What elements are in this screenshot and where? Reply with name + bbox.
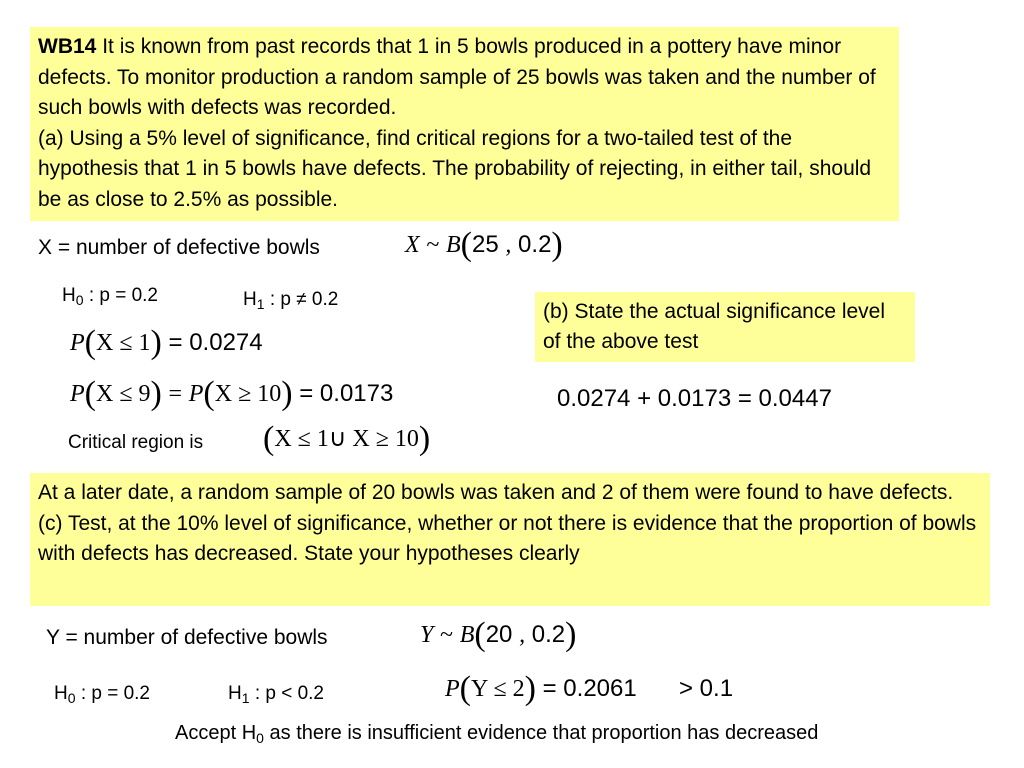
part-b-prompt: (b) State the actual significance level of the above test <box>543 300 886 353</box>
x-distribution: X ~ B(25 , 0.2) <box>405 226 563 263</box>
y-definition: Y = number of defective bowls <box>46 626 328 649</box>
probability-x-le-1: P(X ≤ 1) = 0.0274 <box>70 324 263 361</box>
h1-hypothesis-c: $H_1$ : p < 0.2 <box>228 683 325 706</box>
h1-hypothesis-a: $H_1$ : p ≠ 0.2 <box>243 289 339 312</box>
question-box-c <box>30 473 990 606</box>
question-box-a <box>30 27 899 221</box>
part-c-question: (c) Test, at the 10% level of significance, whether or not there is evidence that the proportion of bowls with defects has decreased. State your hypotheses clearly <box>38 511 977 565</box>
probability-x-ge-10: P(X ≤ 9) = P(X ≥ 10) = 0.0173 <box>70 375 394 412</box>
h0-hypothesis-c: $H_0$ : p = 0.2 <box>54 683 151 706</box>
question-part-a: (a) Using a 5% level of significance, find critical regions for a two-tailed test of the hypothesis that 1 in 5 bowls have defects. The probability of rejecting, in either tail, should be as close to 2.5% as possible. <box>38 126 872 211</box>
critical-region-value: (X ≤ 1∪ X ≥ 10) <box>263 420 431 457</box>
question-intro: It is known from past records that 1 in 5 bowls produced in a pottery have minor defects. To monitor production a random sample of 25 bowls was taken and the number of such bowls with defects was recorded. <box>38 35 876 119</box>
question-label: WB14 <box>38 35 97 58</box>
h0-hypothesis-a: $H_0$ : p = 0.2 <box>62 285 159 308</box>
probability-y-le-2: P(Y ≤ 2) = 0.2061 <box>445 670 637 707</box>
critical-region-label: Critical region is <box>68 432 204 453</box>
x-definition: X = number of defective bowls <box>38 236 320 259</box>
question-box-b <box>535 292 915 362</box>
part-c-intro: At a later date, a random sample of 20 bowls was taken and 2 of them were found to have defects. <box>38 481 954 504</box>
comparison-value: > 0.1 <box>679 675 734 702</box>
part-b-answer: 0.0274 + 0.0173 = 0.0447 <box>557 385 832 412</box>
conclusion: Accept $H_0$ as there is insufficient evidence that proportion has decreased <box>175 722 819 746</box>
y-distribution: Y ~ B(20 , 0.2) <box>420 616 577 653</box>
